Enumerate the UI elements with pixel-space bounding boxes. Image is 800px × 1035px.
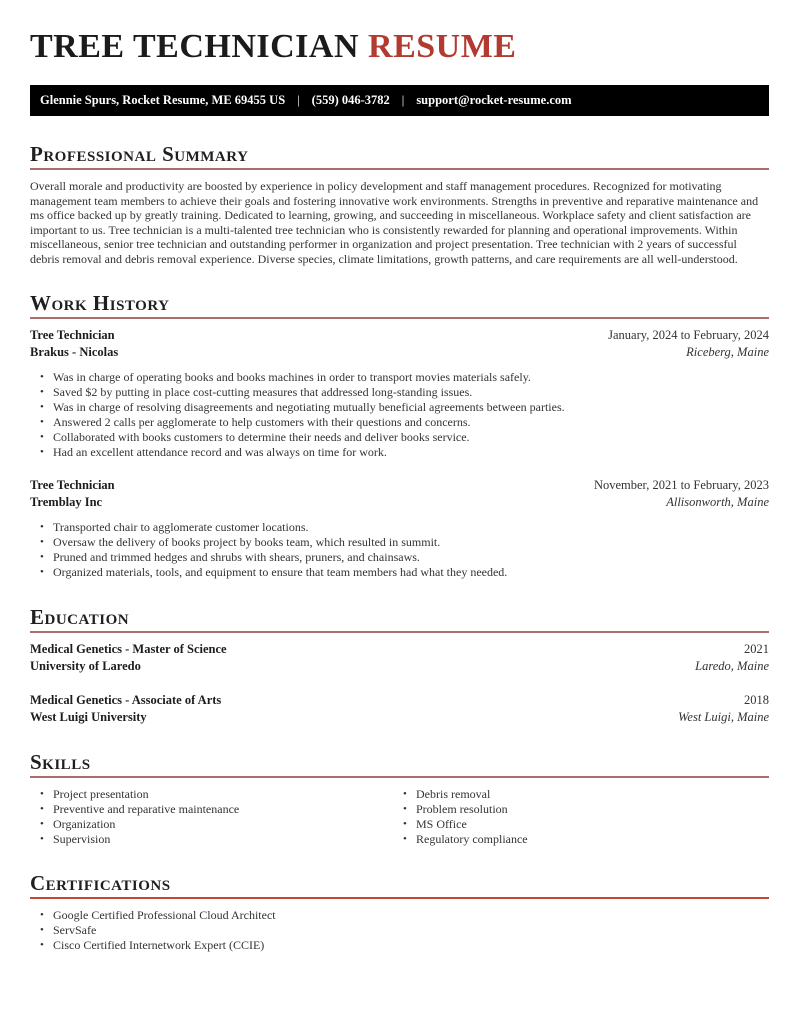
education-degree: Medical Genetics - Associate of Arts bbox=[30, 692, 222, 707]
education-entries bbox=[30, 641, 769, 726]
summary-rule bbox=[30, 168, 769, 170]
certification-item: • ServSafe bbox=[53, 923, 769, 938]
job-title-row bbox=[30, 477, 769, 494]
skills-rule bbox=[30, 776, 769, 778]
job-bullet: • Oversaw the delivery of books project by books team, which resulted in summit. bbox=[53, 535, 769, 550]
education-degree-row bbox=[30, 692, 769, 709]
skill-item: • Problem resolution bbox=[416, 802, 769, 817]
certification-item: • Cisco Certified Internetwork Expert (CCIE) bbox=[53, 938, 769, 953]
skill-item: • Organization bbox=[53, 817, 393, 832]
page-title-black: TREE TECHNICIAN bbox=[30, 28, 360, 65]
education-year: 2018 bbox=[744, 692, 769, 707]
job-title: Tree Technician bbox=[30, 327, 115, 342]
certifications-list bbox=[30, 908, 769, 953]
job-location: Allisonworth, Maine bbox=[666, 495, 769, 510]
education-entry bbox=[30, 641, 769, 675]
education-entry bbox=[30, 692, 769, 726]
job-dates: January, 2024 to February, 2024 bbox=[608, 327, 769, 342]
contact-separator: | bbox=[401, 93, 405, 107]
skill-item: • Debris removal bbox=[416, 787, 769, 802]
job-bullet: • Had an excellent attendance record and was always on time for work. bbox=[53, 445, 769, 460]
job-bullet: • Was in charge of resolving disagreements and negotiating mutually beneficial agreements between parties. bbox=[53, 400, 769, 415]
certifications-rule bbox=[30, 897, 769, 899]
page-title bbox=[30, 27, 769, 67]
job-bullet: • Saved $2 by putting in place cost-cutting measures that addressed long-standing issues. bbox=[53, 385, 769, 400]
job-bullet-list bbox=[30, 520, 769, 580]
contact-phone: (559) 046-3782 bbox=[311, 93, 390, 107]
job-bullet-list bbox=[30, 370, 769, 461]
contact-email: support@rocket-resume.com bbox=[416, 93, 572, 107]
job-bullet: • Pruned and trimmed hedges and shrubs with shears, pruners, and chainsaws. bbox=[53, 550, 769, 565]
contact-address: Glennie Spurs, Rocket Resume, ME 69455 US bbox=[40, 93, 286, 107]
job-bullet: • Collaborated with books customers to determine their needs and deliver books service. bbox=[53, 430, 769, 445]
contact-bar bbox=[30, 85, 769, 116]
job-company: Brakus - Nicolas bbox=[30, 344, 119, 359]
education-heading: Education bbox=[30, 604, 130, 629]
summary-heading: Professional Summary bbox=[30, 142, 249, 166]
job-title-row bbox=[30, 327, 769, 344]
job-title: Tree Technician bbox=[30, 478, 115, 493]
skills-columns bbox=[30, 787, 769, 847]
work-history-entries bbox=[30, 327, 769, 581]
work-history-entry bbox=[30, 327, 769, 461]
education-location: Laredo, Maine bbox=[695, 658, 769, 673]
education-rule bbox=[30, 631, 769, 633]
education-location: West Luigi, Maine bbox=[678, 709, 769, 724]
education-degree: Medical Genetics - Master of Science bbox=[30, 641, 227, 656]
skill-item: • Regulatory compliance bbox=[416, 832, 769, 847]
education-degree-row bbox=[30, 641, 769, 658]
summary-text: Overall morale and productivity are boosted by experience in policy development and staff management procedures. Recognized for motivating management team members to achieve their goals and fostering innovative work environments. Strengths in preventive and reparative maintenance and ms office backed up by greatly training. Dedicated to learning, growing, and succeeding in miscellaneous. Workplace safety and client satisfaction are important to us. Tree technician is a multi-talented tree technician who is consistently rewarded for planning and operational improvements. Within miscellaneous, senior tree technician and outstanding performer in organization and project presentation. Tree technician with 2 years of successful debris removal and debris removal experience. Diverse species, climate limitations, growth patterns, and care requirements are all well-understood. bbox=[30, 179, 759, 266]
education-year: 2021 bbox=[744, 641, 769, 656]
certifications-heading: Certifications bbox=[30, 870, 171, 895]
skill-item: • MS Office bbox=[416, 817, 769, 832]
work-history-heading: Work History bbox=[30, 290, 170, 315]
skill-item: • Project presentation bbox=[53, 787, 393, 802]
job-company-row bbox=[30, 344, 769, 361]
education-school: University of Laredo bbox=[30, 658, 141, 673]
skills-heading: Skills bbox=[30, 749, 91, 774]
skill-item: • Supervision bbox=[53, 832, 393, 847]
skills-list-right bbox=[393, 787, 769, 847]
skills-list-left bbox=[30, 787, 393, 847]
job-company-row bbox=[30, 494, 769, 511]
page-title-red: RESUME bbox=[368, 28, 517, 65]
work-history-rule bbox=[30, 317, 769, 319]
education-school-row bbox=[30, 658, 769, 675]
job-bullet: • Organized materials, tools, and equipment to ensure that team members had what they needed. bbox=[53, 565, 769, 580]
work-history-entry bbox=[30, 477, 769, 580]
job-location: Riceberg, Maine bbox=[686, 344, 769, 359]
job-bullet: • Transported chair to agglomerate customer locations. bbox=[53, 520, 769, 535]
education-school-row bbox=[30, 709, 769, 726]
certification-item: • Google Certified Professional Cloud Architect bbox=[53, 908, 769, 923]
job-company: Tremblay Inc bbox=[30, 495, 103, 510]
job-dates: November, 2021 to February, 2023 bbox=[593, 478, 769, 493]
job-bullet: • Answered 2 calls per agglomerate to help customers with their questions and concerns. bbox=[53, 415, 769, 430]
skill-item: • Preventive and reparative maintenance bbox=[53, 802, 393, 817]
job-bullet: • Was in charge of operating books and books machines in order to transport movies materials safely. bbox=[53, 370, 769, 385]
education-school: West Luigi University bbox=[30, 709, 147, 724]
contact-separator: | bbox=[297, 93, 300, 107]
